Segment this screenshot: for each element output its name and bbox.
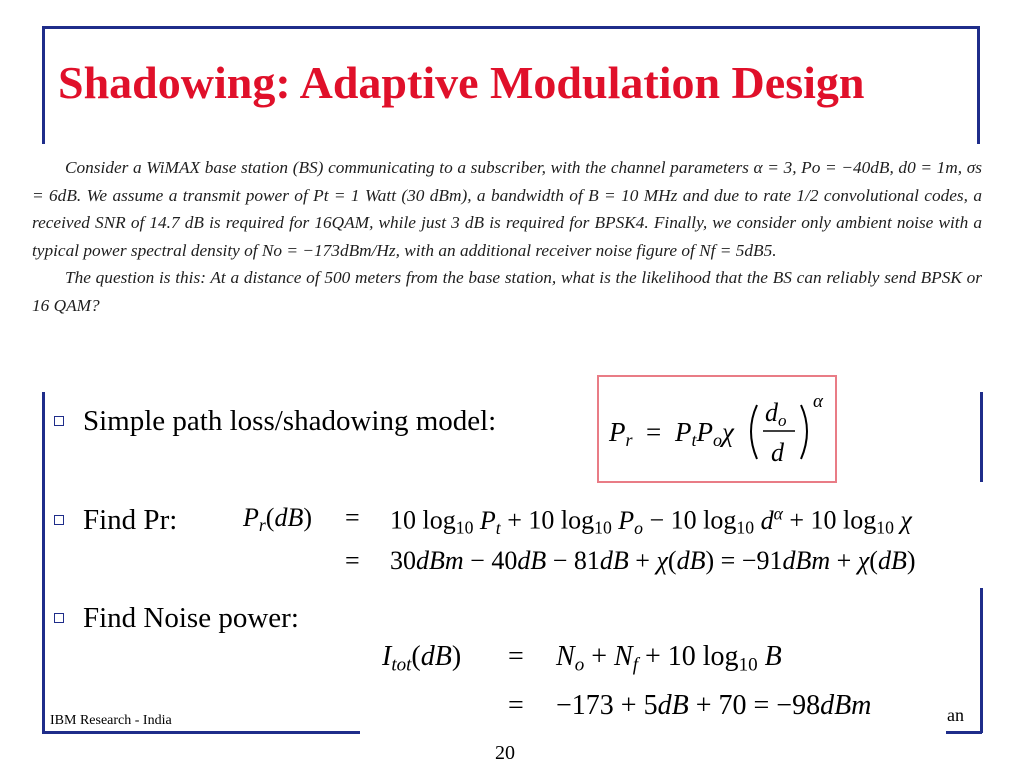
problem-paragraph-2: The question is this: At a distance of 500 meters from the base station, what is the likelihood that the BS can reliably send BPSK or 16 QAM? — [32, 268, 982, 315]
frame-top-border — [42, 26, 980, 29]
frame-bottom-border-left — [42, 731, 360, 734]
svg-text:PtPoχ: PtPoχ — [675, 417, 734, 450]
bullet-path-loss-model — [54, 407, 496, 436]
noise-equation-lhs: $I_{tot}(dB)$ — [382, 641, 462, 676]
bullet-path-loss-label: Simple path loss/shadowing model: — [83, 405, 497, 437]
svg-text:α: α — [813, 391, 823, 412]
problem-paragraph-1: Consider a WiMAX base station (BS) communicating to a subscriber, with the channel parameters α = 3, Po = −40dB, d0 = 1m, σs = 6dB. We assume a transmit power of Pt = 1 Watt (30 dBm), a bandwidth of B = 10 MHz and due to rate 1/2 convolutional codes, a received SNR of 14.7 dB is required for 16QAM, while just 3 dB is required for BPSK4. Finally, we consider only ambient noise with a typical power spectral density of No = −173dBm/Hz, with an additional receiver noise figure of Nf = 5dB5. — [32, 158, 982, 260]
noise-equation-rhs-1: $N_o + N_f + 10$ $\log_{10} B$ — [556, 641, 782, 676]
bullet-square-icon — [54, 416, 64, 426]
pr-equation-equals-2: = — [345, 546, 360, 575]
slide-title: Shadowing: Adaptive Modulation Design — [58, 57, 865, 108]
svg-text:d: d — [771, 438, 784, 467]
frame-left-border-top — [42, 26, 45, 144]
bullet-square-icon — [54, 613, 64, 623]
path-loss-equation-box — [597, 375, 837, 483]
frame-right-border-top — [977, 26, 980, 144]
svg-text:do: do — [765, 398, 787, 430]
footer-author-fragment: an — [947, 705, 964, 725]
frame-bottom-border-right — [946, 731, 982, 734]
noise-equation-rhs-2: −173 + 5dB + 70 = −98dBm — [556, 690, 872, 721]
bullet-square-icon — [54, 515, 64, 525]
noise-equation-equals-2: = — [508, 690, 524, 721]
footer-organization: IBM Research - India — [50, 713, 172, 728]
path-loss-equation — [599, 377, 835, 481]
pr-equation-equals-1: = — [345, 503, 360, 532]
noise-equation-equals-1: = — [508, 641, 524, 672]
bullet-find-noise — [54, 604, 299, 633]
frame-right-border-mid — [980, 392, 983, 482]
problem-statement — [32, 154, 982, 319]
bullet-find-pr-label: Find Pr: — [83, 504, 178, 536]
frame-left-border-bottom — [42, 392, 45, 733]
page-number: 20 — [495, 742, 515, 764]
pr-equation-line-1: $P_r(dB)$ — [243, 503, 313, 535]
bullet-find-noise-label: Find Noise power: — [83, 602, 299, 634]
pr-equation-rhs-1: 10 $\log_{10} P_t + 10$ $\log_{10} P_o - 10$ $\log_{10} d^\alpha + 10$ $\log_{10} \chi$ — [390, 503, 912, 538]
pr-equation-rhs-2: 30dBm − 40dB − 81dB + χ(dB) = −91dBm + χ(dB) — [390, 546, 916, 575]
svg-text:Pr: Pr — [609, 417, 633, 450]
bullet-find-pr — [54, 506, 177, 535]
svg-text:=: = — [646, 417, 662, 447]
frame-right-border-bottom — [980, 588, 983, 733]
